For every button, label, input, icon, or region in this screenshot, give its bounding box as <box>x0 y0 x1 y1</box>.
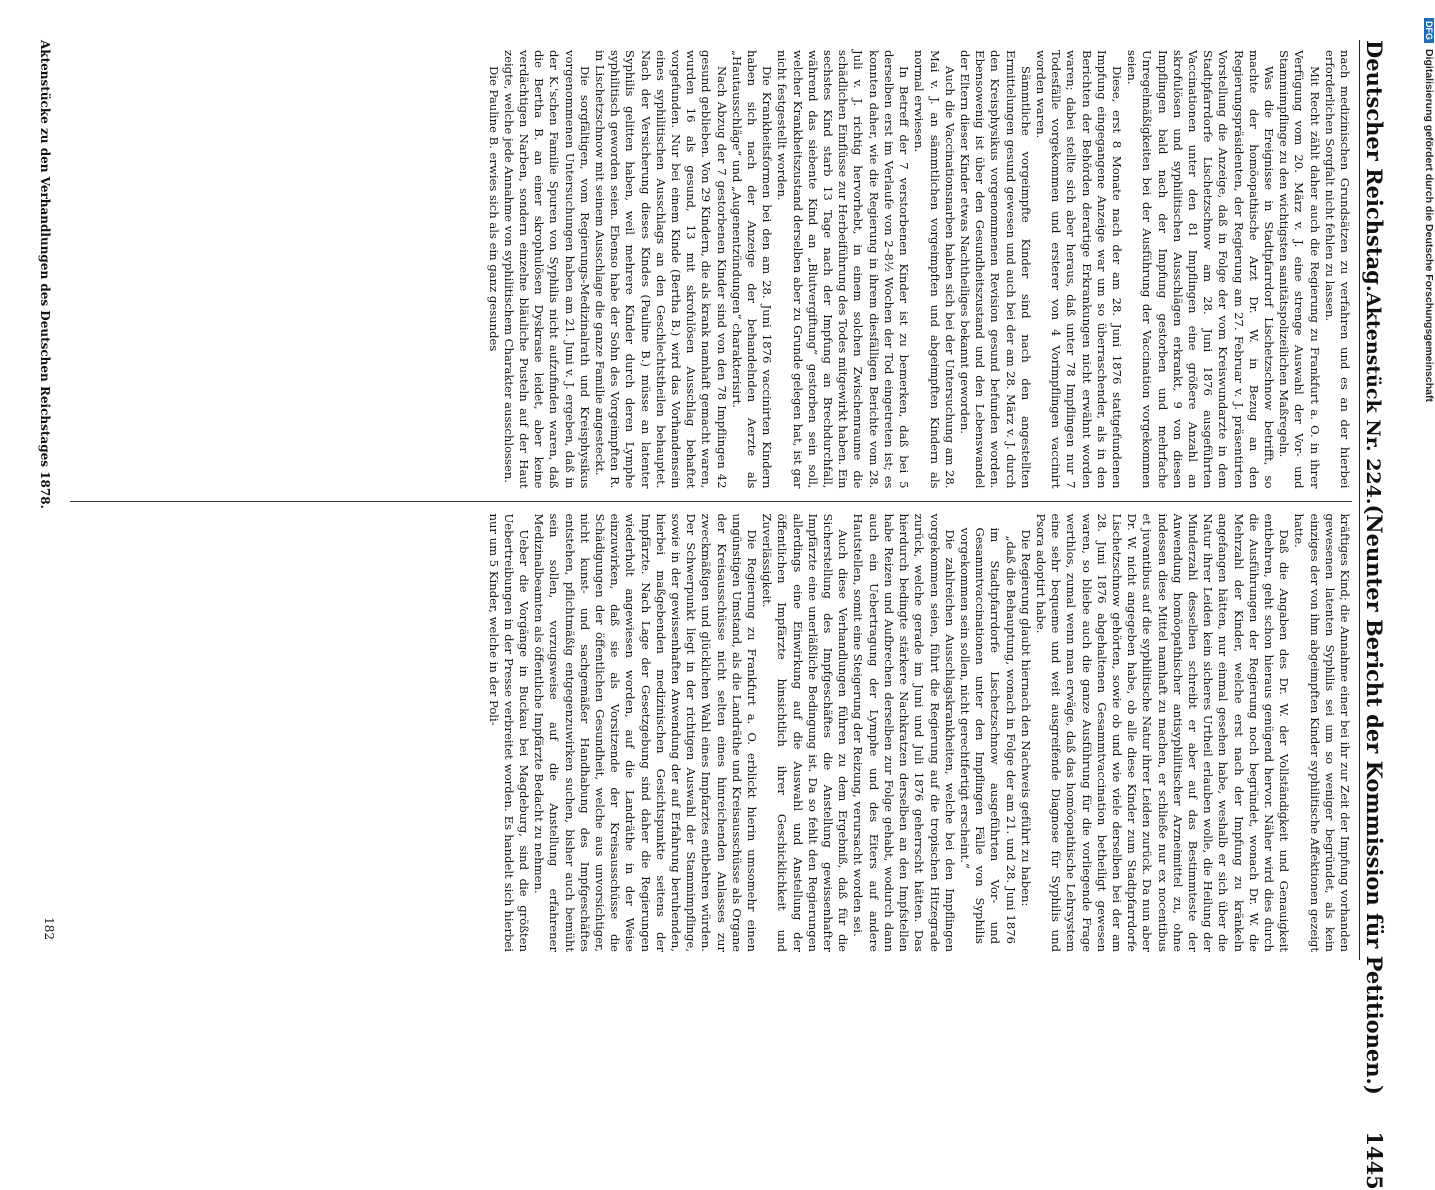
credit-text-block <box>1423 18 1435 402</box>
paragraph: Sämmtliche vorgeimpfte Kinder sind nach den angestellten Ermittelungen gesund gewesen und auch bei der am 28. März v. J. durch den Kreisphysikus vorgenommenen Revision gesund befunden worden. Ebensowenig ist über den Gesundheitszustand und den Lebenswandel der Eltern dieser Kinder etwas Nachtheiliges bekannt geworden. <box>957 50 1033 489</box>
footer-signature: 182 <box>42 917 56 940</box>
paragraph: Die Krankheitsformen bei den am 28. Juni 1876 vaccinirten Kindern haben sich nach der Anzeige der behandelnden Aerzte als „Hautausschläge“ und „Augenentzündungen“ charakterisirt. <box>729 50 775 489</box>
paragraph: Daß die Angaben des Dr. W. der Vollständigkeit und Genauigkeit entbehren, geht schon hieraus genügend hervor. Näher wird dies durch die Ausführungen der Regierung noch begründet, wonach Dr. W. die Mehrzahl der Kinder, welche erst nach der Impfung zu kränkeln angefangen hätten, nur einmal gesehen habe, weshalb er sich über die Natur ihrer Leiden kein sicheres Urtheil erlauben wolle, die Heilung der Minderzahl desselben schreibt er aber auf das Bestimmteste der Anwendung homöopathischer antisyphilitischer Arzneimittel zu, ohne indessen diese Mittel namhaft zu machen, er schließe nur ex nocentibus et juvantibus auf die syphilitische Natur ihrer Leiden zurück. Da nun aber Dr. W. nicht angegeben habe, ob alle diese Kinder zum Stadtpfarrdorfe Lischetzschnow gehörten, sowie ob und wie viele derselben bei der am 28. Juni 1876 abgehaltenen Gesammtvaccination betheiligt gewesen waren, so bliebe auch die ganze Ausführung für die vorliegende Frage werthlos, zumal wenn man erwäge, daß das homöopathische Lehrsystem eine sehr bequeme und weit ausgreifende Diagnose für Syphilis und Psora adoptirt habe. <box>1033 513 1292 952</box>
text-columns <box>70 38 1352 964</box>
paragraph: Auch diese Verhandlungen führen zu dem Ergebniß, daß für die Sicherstellung des Impfgeschäftes die Anstellung gewissenhafter Impfärzte eine unerläßliche Bedingung ist. Da so fehlt den Regierungen allerdings eine Einwirkung auf die Auswahl und Anstellung der öffentlichen Impfärzte hinsichtlich ihrer Geschicklichkeit und Zuverlässigkeit. <box>760 513 851 952</box>
page-header <box>1359 40 1398 1190</box>
header-document-number: Aktenstück Nr. 224. <box>1362 292 1384 505</box>
header-report-title <box>1362 504 1387 1189</box>
paragraph: Die Pauline B. erwies sich als ein ganz gesundes <box>486 66 501 352</box>
paragraph: kräftiges Kind; die Annahme einer bei ihr zur Zeit der Impfung vorhanden gewesenen latenten Syphilis sei um so weniger begründet, als kein einziges der von ihm abgeimpften Kinder syphilitische Affektionen gezeigt hatte. <box>1292 513 1352 952</box>
right-column <box>70 501 1352 965</box>
paragraph: Mit Recht zählt daher auch die Regierung zu Frankfurt a. O. in ihrer Verfügung vom 20. März v. J. eine strenge Auswahl der Vor- und Stammimpflinge zu den wichtigsten sanitätspolizeilichen Maßregeln. <box>1277 50 1322 489</box>
dfg-logo: DFG <box>1424 18 1434 43</box>
paragraph: Was die Ereignisse in Stadtpfarrdorf Lischetzschnow betrifft, so machte der homöopathische Arzt Dr. W. in Bezug an den Regierungspräsidenten, der Regierung am 27. Februar v. J. präsentirten Vorstellung die Anzeige, daß in Folge der vom Kreiswundarzte in dem Stadtpfarrdorfe Lischetzschnow am 28. Juni 1876 ausgeführten Vaccinationen unter den 81 Impflingen eine größere Anzahl an skrofulösen und syphilitischen Ausschlägen erkrankt, 9 von diesen Impflingen bald nach der Impfung gestorben und mehrfache Unregelmäßigkeiten bei der Ausführung der Vaccination vorgekommen seien. <box>1125 50 1276 489</box>
footer-source-line: Aktenstücke zu den Verhandlungen des Deutschen Reichstages 1878. <box>38 40 52 509</box>
paragraph: Ueber die Vorgänge in Buckau bei Magdeburg, sind die größten Uebertreibungen in der Presse verbreitet worden. Es handelt sich hierbei nur um 5 Kinder, welche in der Poli- <box>486 513 532 952</box>
paragraph: Diese, erst 8 Monate nach der am 28. Juni 1876 stattgefundenen Impfung eingegangene Anzeige war um so überraschender, als in den Berichten der Behörden derartige Erkrankungen nicht erwähnt worden waren; dabei stellte sich aber heraus, daß unter 78 Impflingen nur 7 Todesfälle vorgekommen und ersterer von 4 Vorimpflingen vaccinirt worden waren. <box>1033 50 1124 489</box>
paragraph: Die sorgfältigen, vom Regierungs-Medizinalrath und Kreisphysikus vorgenommenen Untersuchungen haben am 21. Juni v. J. ergeben, daß in der K.'schen Familie Spuren von Syphilis nicht aufzufinden waren, daß die Bertha B. an einer skrophulösen Dyskrasie leidet, aber keine verdächtigen Narben, sondern einzelne bläuliche Pusteln auf der Haut zeigte, welche jede Annahme von syphilitischem Charakter ausschlossen. <box>501 50 592 489</box>
digitization-credit <box>1410 0 1435 1000</box>
paragraph: nach medizinischen Grundsätzen zu verfahren und es an der hierbei erforderlichen Sorgfalt nicht fehlen zu lassen. <box>1322 50 1352 489</box>
paragraph: In Betreff der 7 verstorbenen Kinder ist zu bemerken, daß bei 5 derselben erst im Verlaufe von 2–8½ Wochen der Tod eingetreten ist; es konnten daher, wie die Regierung in ihrem diesfälligen Berichte vom 28. Juli v. J. richtig hervorhebt, in einem solchen Zwischenraume die schädlichen Einflüsse zur Herbeiführung des Todes mitgewirkt haben. Ein sechstes Kind starb 13 Tage nach der Impfung an Brechdurchfall, während das siebente Kind an „Blutvergiftung“ gestorben sein soll, welcher Krankheitszustand derselben aber zu Grunde gelegen hat, ist gar nicht festgestellt worden. <box>775 50 912 489</box>
paragraph: „daß die Behauptung, wonach in Folge der am 21. und 28. Juni 1876 im Stadtpfarrdorfe Lischetzschnow ausgeführten Vor- und Gesammtvaccinationen unter den Impflingen Fälle von Syphilis vorgekommen sein sollen, nicht gerechtfertigt erscheint.“ <box>957 527 1018 944</box>
credit-label: Digitalisierung gefördert durch die Deutsche Forschungsgemeinschaft <box>1423 49 1435 402</box>
left-column <box>70 38 1352 501</box>
header-report-label: (Neunter Bericht der Kommission für Petitionen.) <box>1362 504 1387 1095</box>
paragraph: Auch die Vaccinationsnarben haben sich bei der Untersuchung am 28. Mai v. J. an sämmtlichen vorgeimpften und abgeimpften Kindern als normal erwiesen. <box>912 50 957 489</box>
paragraph: Nach Abzug der 7 gestorbenen Kinder sind von den 78 Impflingen 42 gesund geblieben. Von 29 Kindern, die als krank namhaft gemacht waren, wurden 16 als gesund, 13 mit skrofulösen Ausschlag behaftet vorgefunden. Nur bei einem Kinde (Bertha B.) wird das Vorhandensein eines syphilitischen Ausschlags an den Geschlechtstheilen behauptet. Nach der Versicherung dieses Kindes (Pauline B.) müsse an latenter Syphilis gelitten haben, weil mehrere Kinder durch deren Lymphe syphilitisch geworden seien. Ebenso habe der Sohn des Vorgeimpften R. in Lischetzschnow mit seinem Ausschlage die ganze Familie angesteckt. <box>593 50 729 489</box>
page-number: 1445 <box>1362 1131 1387 1190</box>
paragraph: Die zahlreichen Ausschlagskrankheiten, welche bei den Impflingen vorgekommen seien, führt die Regierung auf die tropischen Hitzegrade zurück, welche gerade im Juni und Juli 1876 geherrscht hätten. Das hierdurch bedingte stärkere Nachkratzen derselben an den Impfstellen habe Reizen und Aufbrechen derselben zur Folge gehabt, wodurch dann auch ein Uebertragung der Lymphe und des Eiters auf andere Hautstellen, somit eine Steigerung der Reizung, verursacht worden sei. <box>851 513 957 952</box>
paragraph: Die Regierung glaubt hiernach den Nachweis geführt zu haben: <box>1018 529 1033 907</box>
header-title: Deutscher Reichstag. <box>1362 40 1387 293</box>
paragraph: Die Regierung zu Frankfurt a. O. erblickt hierin umsomehr einen ungünstigen Umstand, als die Landräthe und Kreisausschüsse als Organe der Kreisausschüsse nicht selten eines hinreichenden Anlasses zur zweckmäßigen und glücklichen Wahl eines Impfarztes entbehren würden. Der Schwerpunkt liegt in der richtigen Auswahl der Stammimpflinge, sowie in der gewissenhaften Anwendung der auf Erfahrung beruhenden, hierbei maßgebenden medizinischen Gesichtspunkte seitens der Impfärzte. Nach Lage der Gesetzgebung sind daher die Regierungen wiederholt angewiesen worden, auf die Landräthe in der Weise einzuwirken, daß sie als Vorsitzende der Kreisausschüsse die Schädigungen der öffentlichen Gesundheit, welche aus unvorsichtiger, nicht kunst- und sachgemäßer Handhabung des Impfgeschäftes entstehen, pflichtmäßig entgegenzuwirken suchen, bisher auch bemüht sein sollen, vorzugsweise auf die Anstellung erfahrener Medizinalbeamten als öffentliche Impfärzte Bedacht zu nehmen. <box>532 513 760 952</box>
